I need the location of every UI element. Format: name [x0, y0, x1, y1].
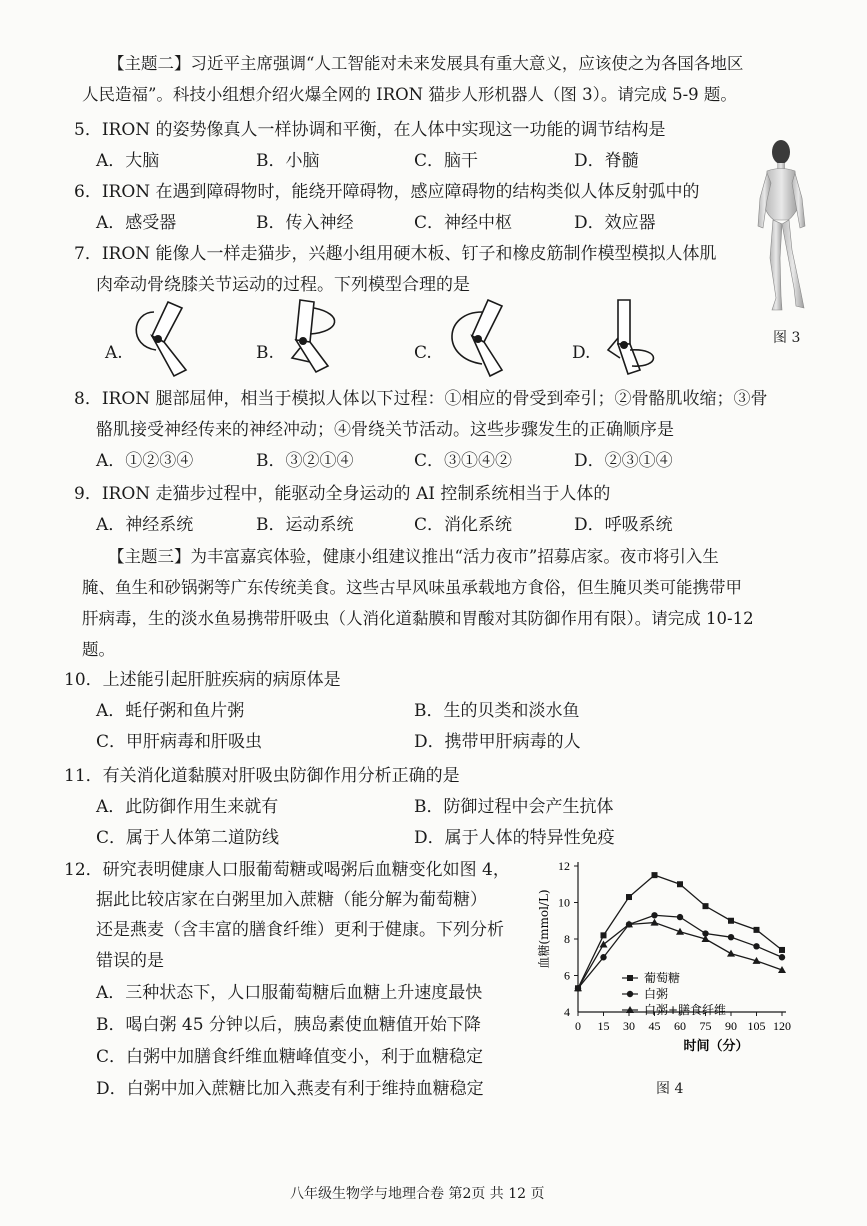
x-tick-label: 60	[674, 1019, 686, 1033]
question-12-line-2: 据此比较店家在白粥里加入蔗糖（能分解为葡萄糖）	[96, 890, 487, 910]
question-5-option-a: A．大脑	[96, 151, 160, 171]
question-5-option-c: C．脑干	[414, 151, 479, 171]
x-axis-label: 时间（分）	[683, 1039, 749, 1054]
data-point-series-2	[677, 914, 683, 920]
question-12-option-a: A．三种状态下，人口服葡萄糖后血糖上升速度最快	[96, 983, 483, 1003]
x-tick-label: 120	[773, 1019, 791, 1033]
question-6-option-d: D．效应器	[574, 213, 656, 233]
question-10-stem: 10．上述能引起肝脏疾病的病原体是	[64, 670, 341, 690]
data-point-series-3	[727, 950, 735, 957]
question-10-option-c: C．甲肝病毒和肝吸虫	[96, 732, 263, 752]
question-7-option-d-label: D.	[572, 343, 591, 363]
figure-4-caption: 图 4	[656, 1081, 684, 1097]
x-tick-label: 75	[699, 1019, 712, 1033]
data-point-series-1	[626, 894, 632, 900]
y-tick-label: 12	[558, 859, 570, 873]
question-10-option-a: A．蚝仔粥和鱼片粥	[96, 701, 245, 721]
y-tick-label: 4	[564, 1005, 570, 1019]
page-footer: 八年级生物学与地理合卷 第2页 共 12 页	[290, 1186, 545, 1202]
data-point-series-1	[703, 903, 709, 909]
y-tick-label: 6	[564, 968, 570, 983]
question-8-option-d: D．②③①④	[574, 451, 673, 471]
question-7-stem-line-1: 7．IRON 能像人一样走猫步，兴趣小组用硬木板、钉子和橡皮筋制作模型模拟人体肌	[74, 244, 717, 264]
question-11-option-a: A．此防御作用生来就有	[96, 797, 279, 817]
question-6-option-b: B．传入神经	[256, 213, 354, 233]
question-7-stem-line-2: 肉牵动骨绕膝关节运动的过程。下列模型合理的是	[96, 275, 470, 295]
question-11-stem: 11．有关消化道黏膜对肝吸虫防御作用分析正确的是	[64, 766, 460, 786]
question-9-option-b: B．运动系统	[256, 515, 354, 535]
question-7-option-a-label: A.	[105, 343, 123, 363]
y-axis-label: 血糖(mmol/L)	[537, 889, 551, 969]
theme2-line-1: 【主题二】习近平主席强调“人工智能对未来发展具有重大意义，应该使之为各国各地区	[108, 54, 744, 73]
question-11-option-d: D．属于人体的特异性免疫	[414, 828, 615, 848]
data-point-series-2	[779, 954, 785, 960]
question-5-option-b: B．小脑	[256, 151, 320, 171]
x-tick-label: 105	[747, 1019, 766, 1033]
blood-glucose-chart	[530, 852, 800, 1082]
question-7-option-b-label: B.	[256, 343, 274, 363]
question-8-stem-line-2: 骼肌接受神经传来的神经冲动；④骨绕关节活动。这些步骤发生的正确顺序是	[96, 420, 674, 440]
legend-marker	[627, 991, 633, 997]
x-tick-label: 90	[725, 1019, 737, 1033]
question-12-option-d: D．白粥中加入蔗糖比加入燕麦有利于维持血糖稳定	[96, 1079, 484, 1099]
question-8-option-a: A．①②③④	[96, 451, 194, 471]
question-8-stem-line-1: 8．IRON 腿部屈伸，相当于模拟人体以下过程：①相应的骨受到牵引；②骨骼肌收缩；③骨	[74, 389, 768, 409]
data-point-series-1	[601, 932, 607, 938]
x-tick-label: 30	[623, 1019, 635, 1033]
data-point-series-2	[753, 943, 759, 949]
question-12-option-c: C．白粥中加膳食纤维血糖峰值变小，利于血糖稳定	[96, 1047, 484, 1067]
question-5-option-d: D．脊髓	[574, 151, 639, 171]
data-point-series-1	[728, 918, 734, 924]
figure-3-caption: 图 3	[773, 330, 801, 346]
data-point-series-1	[754, 927, 760, 933]
question-5-stem: 5．IRON 的姿势像真人一样协调和平衡，在人体中实现这一功能的调节结构是	[74, 120, 666, 140]
x-tick-label: 15	[597, 1019, 610, 1033]
question-11-option-b: B．防御过程中会产生抗体	[414, 797, 614, 817]
theme3-line-3: 肝病毒，生的淡水鱼易携带肝吸虫（人消化道黏膜和胃酸对其防御作用有限）。请完成 10-12	[82, 609, 754, 628]
model-a-diagram	[124, 298, 204, 378]
question-10-option-d: D．携带甲肝病毒的人	[414, 732, 581, 752]
question-9-option-a: A．神经系统	[96, 515, 194, 535]
question-6-option-c: C．神经中枢	[414, 213, 513, 233]
model-c-diagram	[438, 298, 518, 378]
theme3-line-2: 腌、鱼生和砂锅粥等广东传统美食。这些古早风味虽承载地方食俗，但生腌贝类可能携带甲	[82, 578, 742, 597]
x-tick-label: 45	[648, 1019, 661, 1033]
question-8-option-b: B．③②①④	[256, 451, 354, 471]
iron-robot-figure	[748, 138, 814, 318]
legend-marker	[627, 975, 633, 981]
model-d-diagram	[592, 296, 672, 376]
x-tick-label: 0	[575, 1019, 581, 1033]
theme3-line-4: 题。	[82, 640, 115, 659]
question-9-option-d: D．呼吸系统	[574, 515, 673, 535]
data-point-series-2	[600, 954, 606, 960]
data-point-series-2	[728, 934, 734, 940]
data-point-series-1	[677, 881, 683, 887]
y-tick-label: 10	[558, 895, 570, 910]
question-8-option-c: C．③①④②	[414, 451, 513, 471]
question-11-option-c: C．属于人体第二道防线	[96, 828, 280, 848]
question-12-line-1: 12．研究表明健康人口服葡萄糖或喝粥后血糖变化如图 4，	[64, 860, 510, 880]
model-b-diagram	[280, 296, 360, 376]
question-9-option-c: C．消化系统	[414, 515, 513, 535]
question-12-option-b: B．喝白粥 45 分钟以后，胰岛素使血糖值开始下降	[96, 1015, 481, 1035]
theme2-line-2: 人民造福”。科技小组想介绍火爆全网的 IRON 猫步人形机器人（图 3）。请完成 5-9 题。	[82, 85, 737, 104]
legend-label: 白粥	[644, 987, 669, 1001]
question-6-option-a: A．感受器	[96, 213, 177, 233]
question-6-stem: 6．IRON 在遇到障碍物时，能绕开障碍物，感应障碍物的结构类似人体反射弧中的	[74, 182, 700, 202]
question-12-line-3: 还是燕麦（含丰富的膳食纤维）更利于健康。下列分析	[96, 920, 504, 940]
legend-label: 白粥+膳食纤维	[644, 1003, 727, 1017]
data-point-series-3	[651, 919, 659, 926]
question-9-stem: 9．IRON 走猫步过程中，能驱动全身运动的 AI 控制系统相当于人体的	[74, 484, 611, 504]
data-point-series-1	[779, 947, 785, 953]
question-12-line-4: 错误的是	[96, 951, 164, 971]
question-10-option-b: B．生的贝类和淡水鱼	[414, 701, 580, 721]
y-tick-label: 8	[564, 932, 570, 946]
legend-label: 葡萄糖	[644, 971, 681, 985]
data-point-series-2	[651, 912, 657, 918]
theme3-line-1: 【主题三】为丰富嘉宾体验，健康小组建议推出“活力夜市”招募店家。夜市将引入生	[108, 547, 719, 566]
question-7-option-c-label: C.	[414, 343, 432, 363]
data-point-series-1	[652, 872, 658, 878]
